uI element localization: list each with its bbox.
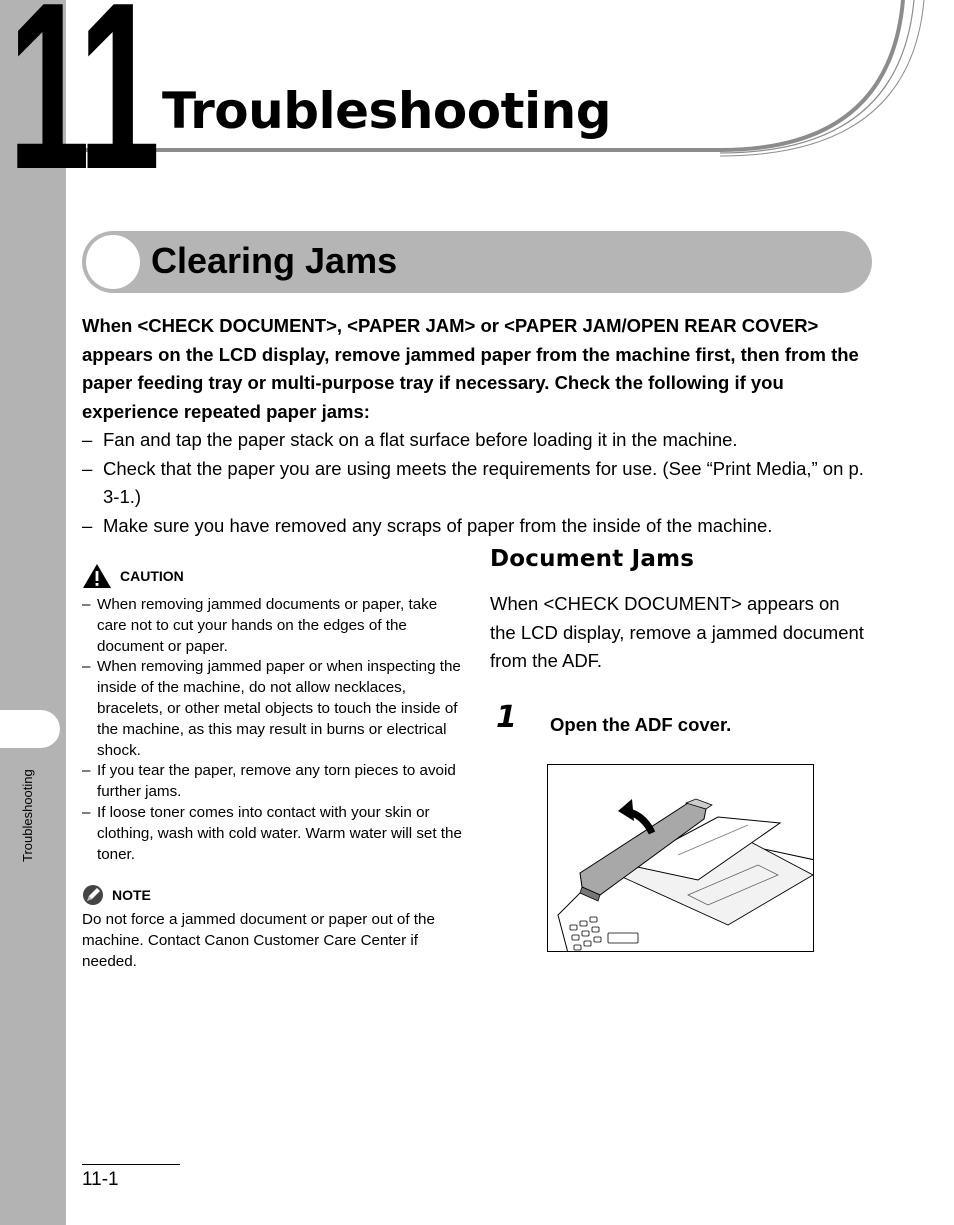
- list-item: – When removing jammed paper or when inspecting the inside of the machine, do not allow necklaces, bracelets, or other metal objects to touch the inside of the machine, as this may result in burns or electrical shock.: [82, 657, 467, 761]
- caution-list: [82, 595, 467, 865]
- side-chapter-label: Troubleshooting: [20, 769, 35, 862]
- list-item: – When removing jammed documents or paper, take care not to cut your hands on the edges of the document or paper.: [82, 595, 467, 657]
- list-item: – Make sure you have removed any scraps of paper from the inside of the machine.: [82, 512, 872, 541]
- caution-header: [82, 562, 184, 590]
- step-number: 1: [496, 700, 517, 735]
- section-title: Clearing Jams: [151, 240, 398, 281]
- note-header: [82, 882, 151, 908]
- page-number: 11-1: [82, 1169, 119, 1190]
- caution-label: CAUTION: [120, 568, 184, 584]
- warning-triangle-icon: [82, 563, 112, 589]
- list-item: – Check that the paper you are using meets the requirements for use. (See “Print Media,” on p. 3-1.): [82, 455, 872, 512]
- list-item: – If loose toner comes into contact with your skin or clothing, wash with cold water. Warm water will set the toner.: [82, 803, 467, 865]
- document-jams-heading: Document Jams: [490, 546, 695, 572]
- section-circle: [86, 235, 140, 289]
- note-label: NOTE: [112, 887, 151, 903]
- note-text: Do not force a jammed document or paper out of the machine. Contact Canon Customer Care Center if needed.: [82, 911, 435, 970]
- document-jams-text: When <CHECK DOCUMENT> appears on the LCD display, remove a jammed document from the ADF.: [490, 593, 864, 671]
- page-number-rule: [82, 1164, 180, 1165]
- step-text: Open the ADF cover.: [550, 714, 732, 735]
- intro-paragraph: When <CHECK DOCUMENT>, <PAPER JAM> or <PAPER JAM/OPEN REAR COVER> appears on the LCD display, remove jammed paper from the machine first, then from the paper feeding tray or multi-purpose tray if necessary. Check the following if you experience repeated paper jams:: [82, 315, 859, 422]
- chapter-number: 11: [8, 0, 157, 219]
- list-item: – Fan and tap the paper stack on a flat surface before loading it in the machine.: [82, 426, 872, 455]
- side-tab: [0, 710, 60, 748]
- tips-list: [82, 426, 872, 540]
- list-item: – If you tear the paper, remove any torn pieces to avoid further jams.: [82, 761, 467, 803]
- adf-cover-illustration: [547, 764, 814, 952]
- pencil-note-icon: [82, 884, 104, 906]
- machine-illustration: [548, 765, 814, 952]
- chapter-title: Troubleshooting: [162, 82, 612, 140]
